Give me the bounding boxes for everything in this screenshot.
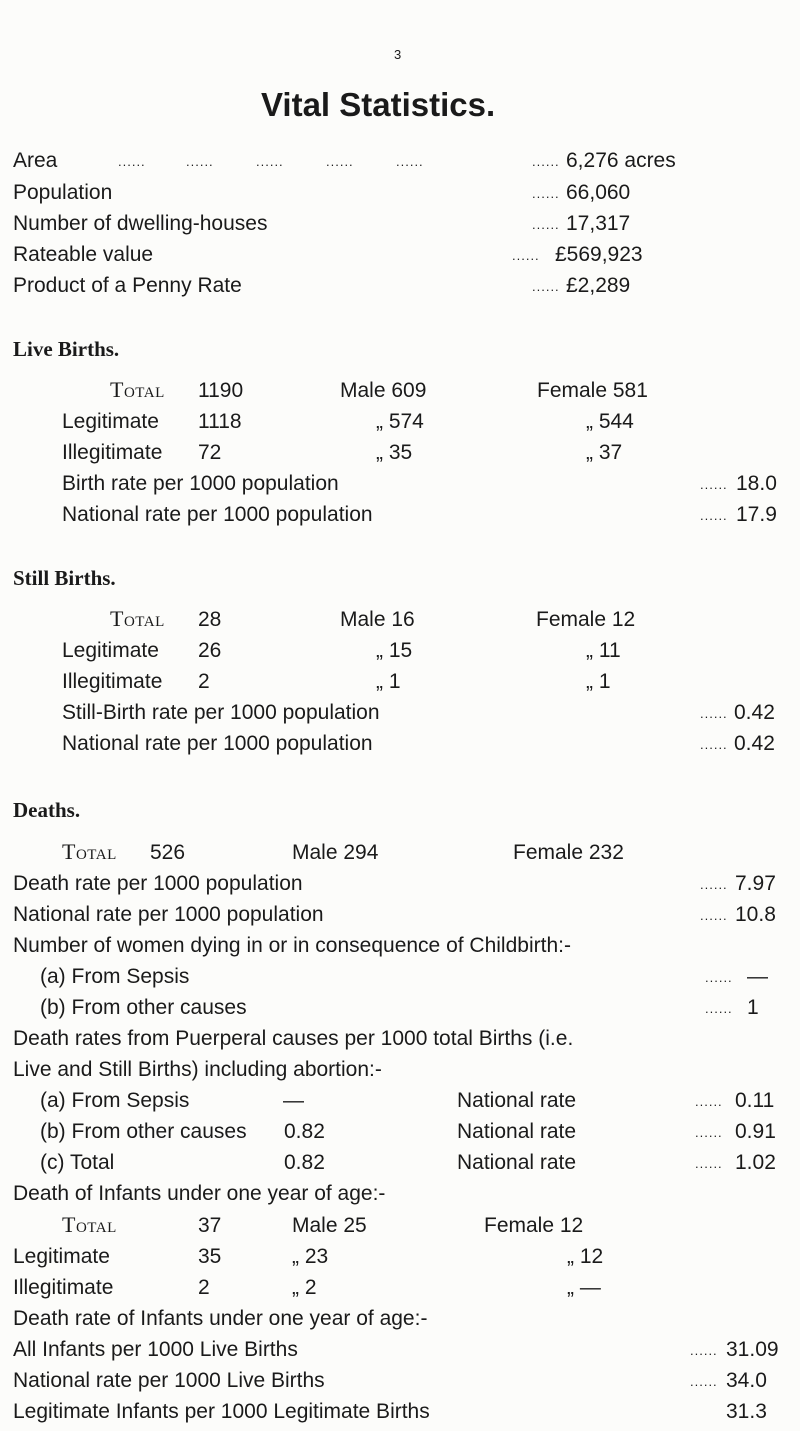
dot-leader: ...... [532,186,560,201]
infant-deaths-heading: Death of Infants under one year of age:- [13,1182,386,1205]
illegitimate-female: „ 1 [586,670,611,693]
illegitimate-label: Illegitimate [13,1276,114,1299]
dot-leader: ...... [705,970,733,985]
childbirth-heading: Number of women dying in or in consequence of Childbirth:- [13,934,571,957]
illegitimate-male: „ 35 [376,441,413,464]
national-rate-label: National rate per 1000 population [13,903,324,926]
female-value: Female 232 [513,841,624,864]
still-births-heading: Still Births. [13,566,116,590]
other-causes-value: 1 [747,996,759,1019]
illegitimate-value: 72 [198,441,222,464]
legitimate-male: „ 15 [376,639,413,662]
deaths-heading: Deaths. [13,798,81,822]
dot-leader: ...... [326,154,354,169]
total-label: Total [62,839,117,864]
illegitimate-male: „ 1 [376,670,401,693]
male-value: Male 294 [292,841,379,864]
area-value: 6,276 acres [566,149,676,172]
rateable-value: £569,923 [555,243,643,266]
female-value: Female 12 [536,608,636,631]
puerperal-total-label: (c) Total [40,1151,115,1174]
national-rate-label: National rate [457,1120,577,1143]
illegitimate-label: Illegitimate [62,441,163,464]
legitimate-male: „ 23 [292,1245,329,1268]
puerperal-line-2: Live and Still Births) including abortion:- [13,1058,382,1081]
total-value: 1190 [198,379,244,402]
dot-leader: ...... [256,154,284,169]
page-number: 3 [394,47,402,62]
national-infant-label: National rate per 1000 Live Births [13,1369,325,1392]
dot-leader: ...... [512,248,540,263]
legitimate-label: Legitimate [13,1245,110,1268]
legitimate-label: Legitimate [62,639,159,662]
male-value: Male 25 [292,1214,367,1237]
other-causes-label: (b) From other causes [40,996,247,1019]
illegitimate-male: „ 2 [292,1276,317,1299]
total-value: 37 [198,1214,222,1237]
dot-leader: ...... [396,154,424,169]
female-value: Female 12 [484,1214,584,1237]
dot-leader: ...... [118,154,146,169]
national-rate-value: 0.42 [734,732,775,755]
male-value: Male 16 [340,608,415,631]
national-rate-value: 0.11 [735,1089,775,1112]
male-value: Male 609 [340,379,427,402]
total-value: 28 [198,608,222,631]
puerperal-line-1: Death rates from Puerperal causes per 1000 total Births (i.e. [13,1027,574,1050]
total-label: Total [110,606,165,631]
illegitimate-female: „ 37 [586,441,623,464]
puerperal-sepsis-value: — [283,1089,304,1112]
dot-leader: ...... [532,279,560,294]
dot-leader: ...... [700,706,728,721]
population-label: Population [13,181,113,204]
dot-leader: ...... [700,908,728,923]
puerperal-sepsis-label: (a) From Sepsis [40,1089,190,1112]
penny-rate-label: Product of a Penny Rate [13,274,242,297]
puerperal-total-value: 0.82 [284,1151,325,1174]
total-label: Total [62,1212,117,1237]
national-rate-value: 1.02 [735,1151,776,1174]
sepsis-value: — [747,965,768,988]
dot-leader: ...... [700,508,728,523]
sepsis-label: (a) From Sepsis [40,965,190,988]
dot-leader: ...... [705,1001,733,1016]
dwellings-label: Number of dwelling-houses [13,212,268,235]
legitimate-value: 35 [198,1245,222,1268]
national-rate-value: 10.8 [735,903,776,926]
still-birth-rate-value: 0.42 [734,701,775,724]
national-rate-label: National rate [457,1151,577,1174]
legitimate-infants-value: 31.3 [726,1400,767,1423]
national-rate-label: National rate [457,1089,577,1112]
legitimate-female: „ 12 [567,1245,604,1268]
dot-leader: ...... [700,877,728,892]
illegitimate-value: 2 [198,670,210,693]
dot-leader: ...... [700,477,728,492]
death-rate-value: 7.97 [735,872,776,895]
dot-leader: ...... [700,737,728,752]
rateable-label: Rateable value [13,243,154,266]
dot-leader: ...... [695,1125,723,1140]
national-rate-value: 17.9 [736,503,777,526]
penny-rate-value: £2,289 [566,274,631,297]
all-infants-value: 31.09 [726,1338,779,1361]
still-birth-rate-label: Still-Birth rate per 1000 population [62,701,380,724]
legitimate-infants-label: Legitimate Infants per 1000 Legitimate Births [13,1400,430,1423]
legitimate-male: „ 574 [376,410,424,433]
dot-leader: ...... [186,154,214,169]
birth-rate-label: Birth rate per 1000 population [62,472,339,495]
death-rate-label: Death rate per 1000 population [13,872,303,895]
area-label: Area [13,149,58,172]
dot-leader: ...... [695,1094,723,1109]
female-value: Female 581 [537,379,648,402]
illegitimate-value: 2 [198,1276,210,1299]
infant-rate-heading: Death rate of Infants under one year of age:- [13,1307,428,1330]
dot-leader: ...... [532,154,560,169]
all-infants-label: All Infants per 1000 Live Births [13,1338,298,1361]
live-births-heading: Live Births. [13,337,120,361]
page-title: Vital Statistics. [261,86,496,123]
total-value: 526 [150,841,186,864]
legitimate-female: „ 11 [586,639,621,662]
dot-leader: ...... [695,1156,723,1171]
illegitimate-female: „ — [567,1276,601,1299]
puerperal-other-value: 0.82 [284,1120,325,1143]
national-rate-value: 0.91 [735,1120,776,1143]
legitimate-label: Legitimate [62,410,159,433]
population-value: 66,060 [566,181,631,204]
legitimate-female: „ 544 [586,410,634,433]
national-rate-label: National rate per 1000 population [62,503,373,526]
dwellings-value: 17,317 [566,212,631,235]
total-label: Total [110,377,165,402]
dot-leader: ...... [690,1343,718,1358]
legitimate-value: 26 [198,639,222,662]
legitimate-value: 1118 [198,410,242,433]
dot-leader: ...... [532,217,560,232]
illegitimate-label: Illegitimate [62,670,163,693]
national-rate-label: National rate per 1000 population [62,732,373,755]
birth-rate-value: 18.0 [736,472,777,495]
puerperal-other-label: (b) From other causes [40,1120,247,1143]
dot-leader: ...... [690,1374,718,1389]
national-infant-value: 34.0 [726,1369,767,1392]
